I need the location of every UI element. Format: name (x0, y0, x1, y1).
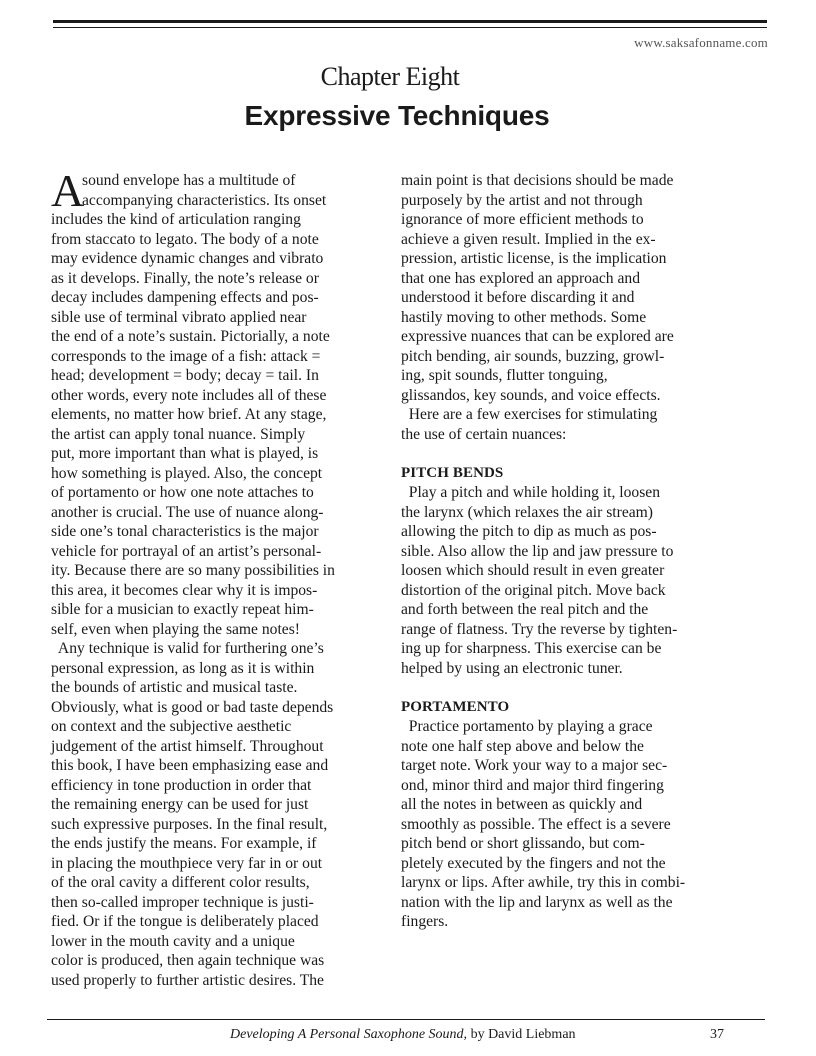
text-line: smoothly as possible. The effect is a severe (401, 815, 671, 833)
text-line: side one’s tonal characteristics is the major (51, 523, 319, 540)
dropcap-paragraph-start (51, 165, 381, 216)
text-line: put, more important than what is played, is (51, 445, 319, 462)
text-line: color is produced, then again technique was (51, 952, 325, 969)
text-line: then so-called improper technique is justi- (51, 893, 314, 911)
site-url-watermark: www.saksafonname.com (634, 35, 768, 50)
text-line: accompanying characteristics. Its onset (82, 191, 327, 209)
text-line: hastily moving to other methods. Some (401, 308, 647, 326)
text-line: self, even when playing the same notes! (51, 620, 300, 638)
text-line: elements, no matter how brief. At any stage, (51, 406, 327, 423)
text-line: understood it before discarding it and (401, 289, 635, 306)
left-column (51, 165, 381, 990)
text-line: judgement of the artist himself. Throughout (51, 737, 324, 755)
text-line: includes the kind of articulation ranging (51, 211, 301, 228)
text-line: this book, I have been emphasizing ease and (51, 757, 329, 774)
text-line: the end of a note’s sustain. Pictorially, a note (51, 328, 330, 345)
chapter-title: Expressive Techniques (244, 100, 550, 131)
text-line: Practice portamento by playing a grace (401, 718, 653, 735)
text-line: nation with the lip and larynx as well as the (401, 893, 673, 911)
text-line: all the notes in between as quickly and (401, 796, 643, 813)
footer-rule (47, 1019, 765, 1020)
text-line: such expressive purposes. In the final result, (51, 815, 328, 833)
text-line: ity. Because there are so many possibilities in (51, 562, 335, 579)
text-line: sible for a musician to exactly repeat him- (51, 601, 314, 618)
text-line: main point is that decisions should be made (401, 172, 674, 189)
text-line: the larynx (which relaxes the air stream) (401, 503, 653, 521)
text-line: target note. Work your way to a major sec- (401, 757, 668, 774)
text-line: personal expression, as long as it is within (51, 659, 315, 677)
text-line: pitch bending, air sounds, buzzing, growl- (401, 347, 665, 365)
pitch-bends-body (401, 483, 735, 678)
text-line: the remaining energy can be used for just (51, 796, 309, 813)
footer-book-title: Developing A Personal Saxophone Sound, (230, 1027, 468, 1042)
text-line: used properly to further artistic desires. The (51, 971, 324, 989)
section-gap (401, 444, 735, 464)
text-line: pitch bend or short glissando, but com- (401, 835, 645, 852)
text-line: corresponds to the image of a fish: attack = (51, 347, 321, 365)
text-line: the use of certain nuances: (401, 425, 567, 443)
text-line: ignorance of more efficient methods to (401, 211, 644, 228)
section-heading-portamento: PORTAMENTO (401, 698, 510, 715)
text-line: efficiency in tone production in order that (51, 776, 312, 794)
text-line: decay includes dampening effects and pos- (51, 289, 319, 306)
text-line: ond, minor third and major third fingering (401, 776, 664, 794)
left-column-body (51, 210, 381, 990)
text-line: may evidence dynamic changes and vibrato (51, 250, 324, 267)
text-line: ing, spit sounds, flutter tonguing, (401, 367, 608, 384)
footer-credit (230, 1027, 576, 1043)
chapter-label: Chapter Eight (320, 62, 460, 91)
text-line: and forth between the real pitch and the (401, 601, 649, 618)
section-gap (401, 678, 735, 698)
text-line: another is crucial. The use of nuance along- (51, 503, 324, 521)
text-line: the artist can apply tonal nuance. Simply (51, 425, 306, 443)
text-line: allowing the pitch to dip as much as pos- (401, 523, 657, 540)
text-line: range of flatness. Try the reverse by tighten- (401, 620, 678, 638)
text-line: that one has explored an approach and (401, 269, 641, 287)
text-line: from staccato to legato. The body of a note (51, 230, 319, 248)
text-line: on context and the subjective aesthetic (51, 718, 292, 735)
text-line: vehicle for portrayal of an artist’s personal- (51, 542, 322, 560)
page-number: 37 (710, 1027, 724, 1042)
text-line: distortion of the original pitch. Move back (401, 581, 666, 599)
text-line: expressive nuances that can be explored are (401, 328, 674, 345)
text-line: helped by using an electronic tuner. (401, 659, 623, 677)
text-line: fied. Or if the tongue is deliberately placed (51, 913, 319, 930)
footer-author: by David Liebman (467, 1027, 576, 1042)
text-line: sible use of terminal vibrato applied near (51, 308, 307, 326)
text-line: Obviously, what is good or bad taste depends (51, 698, 334, 716)
text-line: lower in the mouth cavity and a unique (51, 932, 295, 950)
text-line: loosen which should result in even greater (401, 562, 665, 579)
text-line: the ends justify the means. For example, if (51, 835, 317, 852)
text-line: pression, artistic license, is the implication (401, 250, 667, 267)
text-line: in placing the mouthpiece very far in or out (51, 854, 323, 872)
header-rule-thick (53, 20, 767, 23)
text-line: glissandos, key sounds, and voice effects. (401, 386, 661, 404)
text-line: achieve a given result. Implied in the ex- (401, 230, 656, 248)
right-column-intro (401, 171, 735, 444)
text-line: head; development = body; decay = tail. In (51, 367, 319, 384)
text-line: ing up for sharpness. This exercise can be (401, 640, 662, 657)
text-line: note one half step above and below the (401, 737, 644, 755)
text-line: the bounds of artistic and musical taste. (51, 679, 298, 696)
text-line: of the oral cavity a different color results, (51, 874, 310, 891)
text-line: other words, every note includes all of these (51, 386, 327, 404)
text-line: sible. Also allow the lip and jaw pressure to (401, 542, 674, 560)
section-heading-pitch-bends: PITCH BENDS (401, 464, 504, 481)
portamento-body (401, 717, 735, 932)
text-line: larynx or lips. After awhile, try this in combi- (401, 874, 686, 891)
text-line: this area, it becomes clear why it is impos- (51, 581, 318, 599)
header-rule-thin (53, 27, 767, 28)
text-line: as it develops. Finally, the note’s release or (51, 269, 319, 287)
text-line: Any technique is valid for furthering one’s (51, 640, 324, 657)
text-line: of portamento or how one note attaches to (51, 484, 314, 501)
text-line: how something is played. Also, the concept (51, 464, 323, 482)
drop-cap-letter: A (51, 165, 85, 216)
text-line: purposely by the artist and not through (401, 191, 643, 209)
text-line: Play a pitch and while holding it, loosen (401, 484, 660, 501)
text-line: sound envelope has a multitude of (82, 172, 296, 189)
text-line: Here are a few exercises for stimulating (401, 406, 658, 423)
right-column (401, 171, 735, 932)
text-line: pletely executed by the fingers and not the (401, 854, 666, 872)
text-line: fingers. (401, 913, 449, 930)
